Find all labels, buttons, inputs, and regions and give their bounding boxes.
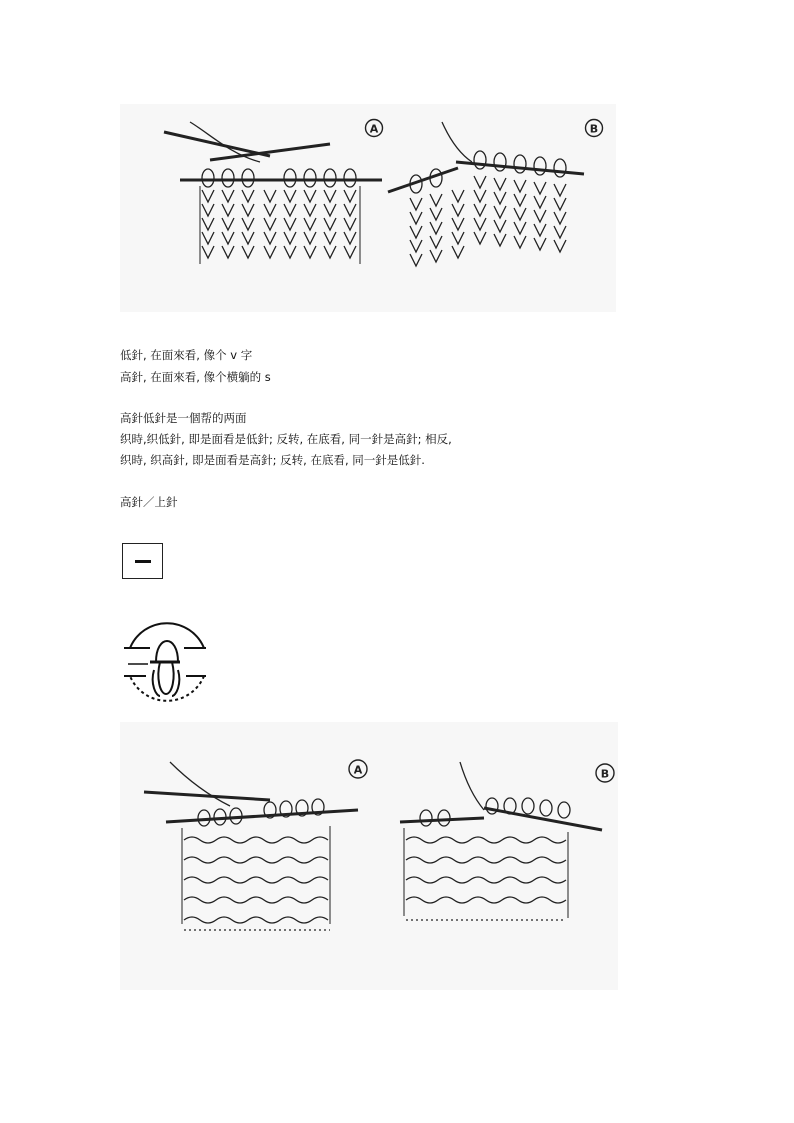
label-b: B [589,122,599,136]
purl-loop-icon [120,618,212,706]
knit-stitch-figure [120,104,616,312]
text-line-2: 高針, 在面來看, 像个横躺的 s [120,370,271,384]
purl-stitch-figure [120,722,618,990]
purl-loop-diagram [120,618,212,706]
knit-stitch-illustration [120,104,616,312]
purl-dash-symbol-icon [122,543,163,579]
text-line-5: 织時, 织高針, 即是面看是高針; 反转, 在底看, 同一針是低針. [120,453,425,467]
label-a: A [353,763,363,777]
label-b: B [600,767,610,781]
purl-stitch-illustration [120,722,618,990]
label-a: A [369,122,379,136]
text-line-4: 织時,织低針, 即是面看是低針; 反转, 在底看, 同一針是高針; 相反, [120,432,452,446]
section-heading-purl: 高針／上針 [120,495,178,509]
text-line-3: 高針低針是一個帮的两面 [120,411,247,425]
text-line-1: 低針, 在面來看, 像个 v 字 [120,348,253,362]
dash-mark [135,560,151,563]
